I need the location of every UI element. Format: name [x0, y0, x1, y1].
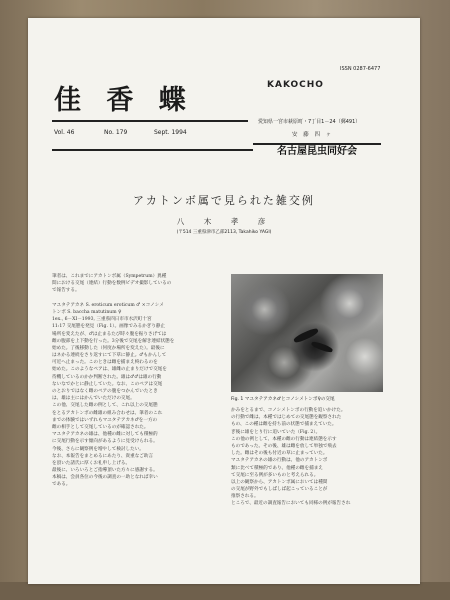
text-line: この他の例として、本種の雌の行動は連結態を示す: [231, 436, 337, 442]
issn: ISSN 0287-6477: [340, 66, 381, 72]
text-line: ものであった。その後、雄は雌を放して単独で飛去: [231, 443, 337, 449]
editor-name: 安 藤 四 ヶ: [292, 132, 334, 138]
publisher-address: 愛知県一宮市萩原町・7丁目1－24（郵491）: [258, 119, 361, 125]
issue-number: No. 179: [104, 129, 128, 136]
figure-photo: [231, 274, 383, 392]
text-line: マユタテアカネの雄は、他種の雌に対しても積極的: [52, 432, 158, 438]
text-line: の交尾が野外でもしばしば起こっていることが: [231, 487, 328, 493]
text-line: 始めた。このようなペアは、雄雌の止まりだけで交尾を: [52, 367, 167, 373]
left-column-text: [52, 273, 220, 489]
text-line: 待機しているのかか判断された。雄は♂♂は雄の行動: [52, 374, 162, 380]
publisher-name: 名古屋昆虫同好会: [253, 143, 381, 159]
issue-date: Sept. 1994: [154, 129, 187, 136]
text-line: なお、本報告をまとめるにあたり、貴重なご助言: [52, 453, 154, 459]
header-rule-lower: [52, 149, 258, 151]
text-line: ないなでかとに静止していた。なお、このペアは交尾: [52, 381, 163, 387]
text-line: のとおりではなく雌のペアの腹をつかんでいたとき: [52, 389, 158, 394]
text-line: マユタテアカネ S. eroticum eroticum ♂ ×コノシメ: [52, 302, 164, 308]
text-line: をとるアカトンボの雌雄の組み合わせは、筆者のこれ: [52, 410, 163, 416]
text-line: ぎ後に雄をとり行に追いていた（Fig. 2）。: [231, 429, 321, 435]
dragonfly-body-2: [311, 340, 334, 353]
text-line: 可近へ止まった。このときは雌を捕まえ終わるのを: [52, 360, 158, 366]
text-line: トンボ S. baccha matutinum ♀: [52, 309, 122, 315]
text-line: この他、交尾した雌の例として、これ以上の交尾態: [52, 403, 158, 409]
text-line: 最後に、いろいろとご指導頂いた方々に感謝する。: [52, 468, 158, 474]
text-line: を頂いた諸氏に厚くお礼申し上げる。: [52, 460, 131, 466]
romanized-title: KAKOCHO: [267, 80, 324, 90]
text-line: 以上の観察から、アカトンボ属においては種間: [231, 479, 328, 485]
journal-title: 佳 香 蝶: [54, 85, 194, 116]
text-line: マユタテアカネの雄の行動は、他のアカトンボ: [231, 458, 328, 464]
text-line: 雌の腹部を上下動を行った。3分後で交尾を解き連結状態を: [52, 338, 175, 344]
text-line: 間における交尾（連結）行動を数例ビデオ撮影しているの: [52, 281, 172, 287]
text-line: 11:17 交尾態を発見（Fig. 1）。画像でみるかぎり静止: [52, 324, 166, 330]
text-line: までの体験ではいずれもマユタテアカネ♂を一方の: [52, 417, 158, 423]
author-address: (〒514 三重県津市乙部2113, Takahiko YAGI): [176, 230, 272, 235]
text-line: で報告する。: [52, 288, 80, 294]
header-rule: [52, 120, 248, 122]
text-line: は、雄は主にはかんでいただけの交尾。: [52, 396, 135, 402]
text-line: した。雌はその後も付近の草に止まっていた。: [231, 451, 328, 457]
text-line: [52, 295, 220, 302]
text-line: 場所を変えたが、♂は止まるたび時々腹を振りさげては: [52, 331, 167, 337]
text-line: 1ex., 6－XI－1993, 三重県四日市市水沢町十宮: [52, 317, 152, 323]
text-line: に交尾行動を示す傾向があるように見受けられる。: [52, 439, 158, 445]
shelf-edge: [0, 582, 450, 600]
text-line: の行動で雌は、本種ではじめての交尾態を観察された: [231, 415, 342, 421]
volume: Vol. 46: [54, 129, 75, 136]
text-line: 類に比べて積極的であり、他種の雌を捕まえ: [231, 465, 323, 471]
text-line: はネかる連続をさり返すにて下草に静止。♂もかんして: [52, 353, 167, 359]
right-column-text: [231, 407, 391, 508]
text-line: ところで、最近の調査報告においても同様の例が報告され: [231, 501, 351, 507]
text-line: 推察される。: [231, 494, 259, 500]
text-line: 本稿は、会員各位の今後の調査の一助となれば幸い: [52, 475, 158, 481]
text-line: もの、この種は雌を持ち前の状態で捕まえていた。: [231, 422, 337, 428]
text-line: である。: [52, 482, 71, 488]
text-line: 今後、さらに観察例を増やして検討したい。: [52, 446, 144, 452]
text-line: 始めた。了後移動した（何度か場所を変えた）。最後に: [52, 345, 165, 351]
text-line: 筆者は、これまでにアカトンボ属（Sympetrum）異種: [52, 274, 167, 279]
text-line: 雌の相手として交尾しているのが確認された。: [52, 424, 149, 430]
article-author: 八 木 孝 彦: [176, 217, 272, 226]
text-line: て交尾に至る例が多いものと考えられる。: [231, 472, 319, 478]
article-title: アカトンボ属で見られた雑交例: [133, 194, 315, 207]
figure-caption: Fig. 1 マユタテアカネ♂とコノシメトンボ♀の交尾: [231, 397, 335, 402]
document-page: [28, 18, 420, 584]
text-line: かみをとるまで、コノシメトンボの行動を追いかけた。: [231, 408, 346, 413]
